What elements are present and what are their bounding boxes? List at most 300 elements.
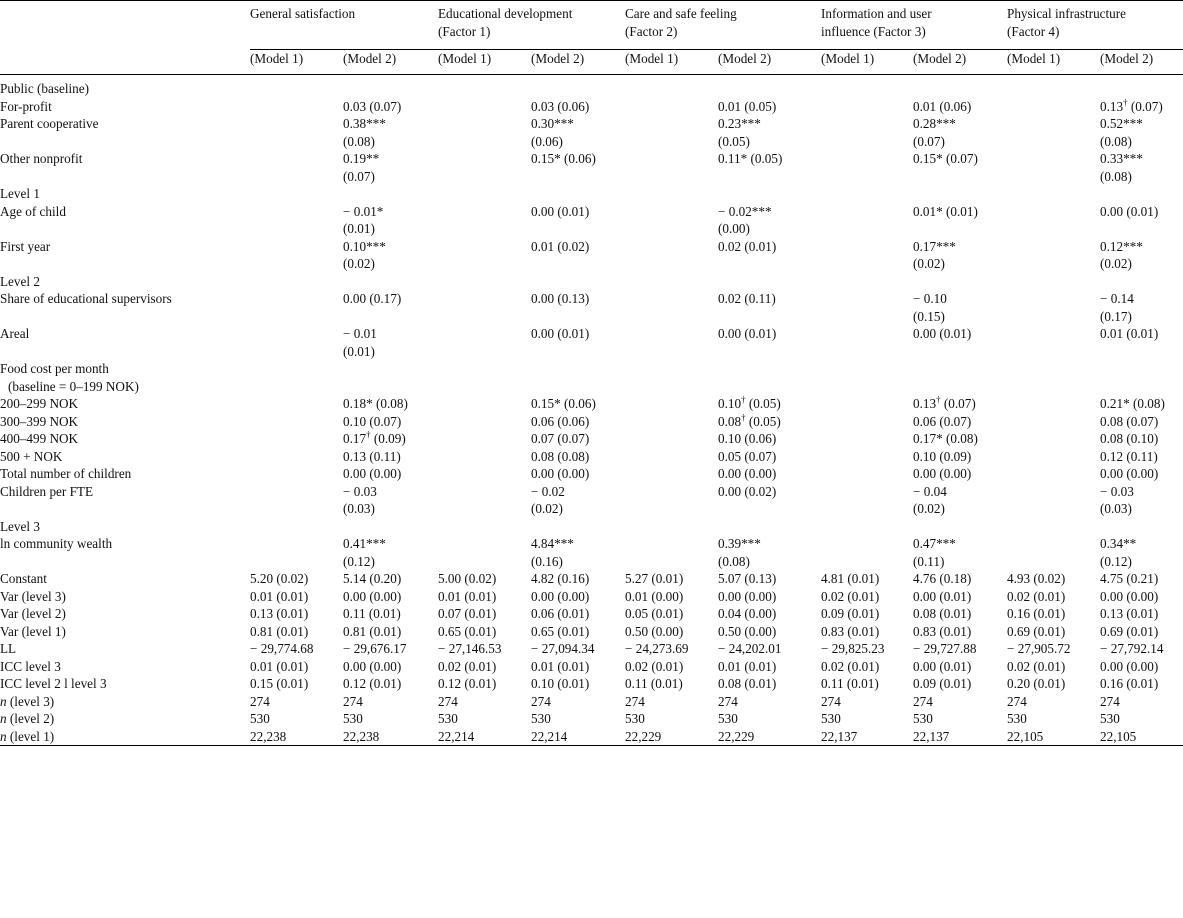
table-cell: [250, 518, 343, 536]
table-cell: 0.39*** (0.08): [718, 536, 761, 569]
header-group-factor3: Information and user influence (Factor 3): [821, 5, 1007, 50]
row-label: 400–499 NOK: [0, 431, 79, 446]
table-cell: [438, 273, 531, 291]
table-cell: 0.11* (0.05): [718, 151, 783, 166]
table-cell: [343, 518, 438, 536]
table-cell: 0.41*** (0.12): [343, 536, 386, 569]
table-row: [0, 588, 1183, 606]
table-cell: 0.00 (0.02): [718, 483, 777, 499]
table-cell: − 0.02 (0.02): [531, 483, 565, 516]
table-cell: 4.75 (0.21): [1100, 571, 1159, 586]
header-model1: (Model 1): [1007, 51, 1061, 66]
table-cell: [1007, 80, 1100, 98]
table-cell: [438, 483, 531, 518]
table-cell: [718, 80, 821, 98]
table-cell: [1007, 115, 1100, 150]
table-cell: − 24,273.69: [625, 641, 689, 656]
table-cell: 0.01 (0.01): [531, 658, 590, 674]
header-model2: (Model 2): [343, 51, 397, 66]
table-cell: [625, 98, 718, 116]
table-cell: [250, 430, 343, 448]
table-cell: 0.08 (0.01): [718, 676, 777, 691]
table-cell: 0.04 (0.00): [718, 606, 777, 621]
table-cell: 0.69 (0.01): [1007, 623, 1066, 639]
table-cell: [250, 465, 343, 483]
table-cell: [1007, 290, 1100, 325]
table-cell: 0.17*** (0.02): [913, 238, 956, 271]
table-cell: 0.10*** (0.02): [343, 238, 386, 271]
table-cell: 0.15* (0.06): [531, 396, 596, 411]
table-cell: [343, 360, 438, 395]
table-row: [0, 728, 1183, 746]
table-cell: 0.12 (0.01): [438, 676, 497, 691]
table-cell: 274: [821, 693, 841, 709]
table-cell: 0.00 (0.01): [531, 326, 590, 341]
row-label: Children per FTE: [0, 483, 94, 499]
table-cell: 0.02 (0.01): [438, 658, 497, 674]
table-cell: [1007, 483, 1100, 518]
table-cell: 0.81 (0.01): [343, 623, 402, 639]
table-cell: − 0.03 (0.03): [343, 483, 377, 516]
table-cell: − 27,146.53: [438, 641, 502, 656]
table-cell: [625, 325, 718, 360]
table-cell: [1007, 273, 1100, 291]
table-cell: 0.01 (0.06): [913, 98, 972, 114]
table-cell: 0.13 (0.11): [343, 448, 401, 464]
section-row: [0, 518, 1183, 536]
table-cell: 0.02 (0.01): [625, 658, 684, 674]
table-row: [0, 413, 1183, 431]
table-cell: [821, 430, 913, 448]
row-label: n (level 2): [0, 711, 55, 726]
header-group-factor2: Care and safe feeling (Factor 2): [625, 5, 821, 50]
header-model1: (Model 1): [250, 51, 304, 66]
table-cell: [1007, 518, 1100, 536]
table-cell: 0.00 (0.00): [913, 466, 972, 481]
table-cell: [438, 430, 531, 448]
table-cell: 0.00 (0.01): [913, 588, 972, 604]
table-cell: 0.05 (0.01): [625, 606, 684, 621]
table-cell: [250, 360, 343, 395]
table-cell: 0.13† (0.07): [913, 394, 976, 411]
table-cell: − 0.01 (0.01): [343, 326, 377, 359]
table-cell: 5.00 (0.02): [438, 571, 497, 586]
table-cell: 0.01 (0.01): [1100, 326, 1159, 341]
table-cell: [1100, 518, 1183, 536]
table-cell: [438, 98, 531, 116]
table-cell: [250, 413, 343, 431]
table-cell: 0.11 (0.01): [625, 676, 683, 691]
row-label: 500 + NOK: [0, 448, 63, 464]
table-cell: − 27,792.14: [1100, 641, 1164, 656]
table-cell: [438, 448, 531, 466]
table-cell: [438, 185, 531, 203]
table-cell: 0.01 (0.01): [250, 658, 309, 674]
header-model1: (Model 1): [625, 51, 679, 66]
table-cell: [250, 290, 343, 325]
table-cell: 0.08 (0.10): [1100, 431, 1159, 446]
row-label: Var (level 3): [0, 588, 66, 604]
table-cell: 0.06 (0.01): [531, 606, 590, 621]
table-cell: [821, 238, 913, 273]
table-cell: [531, 518, 625, 536]
table-cell: 4.81 (0.01): [821, 571, 880, 586]
table-cell: 0.47*** (0.11): [913, 536, 956, 569]
table-cell: 530: [1100, 711, 1120, 726]
table-cell: [625, 413, 718, 431]
table-cell: 0.52*** (0.08): [1100, 116, 1143, 149]
table-cell: 0.11 (0.01): [821, 676, 879, 691]
table-row: [0, 535, 1183, 570]
row-label: n (level 3): [0, 693, 55, 709]
table-cell: 0.01 (0.02): [531, 238, 590, 254]
table-cell: 0.01 (0.01): [438, 588, 497, 604]
table-cell: [343, 80, 438, 98]
table-cell: 5.14 (0.20): [343, 571, 402, 586]
table-cell: 0.06 (0.07): [913, 413, 972, 429]
table-cell: [625, 185, 718, 203]
table-row: [0, 203, 1183, 238]
table-cell: [1100, 273, 1183, 291]
table-cell: [821, 360, 913, 395]
table-cell: − 24,202.01: [718, 641, 782, 656]
table-cell: 0.00 (0.00): [531, 466, 590, 481]
table-cell: 530: [625, 711, 645, 726]
table-row: [0, 605, 1183, 623]
table-cell: 4.76 (0.18): [913, 571, 972, 586]
table-cell: [1007, 203, 1100, 238]
table-cell: 4.84*** (0.16): [531, 536, 574, 569]
table-cell: 274: [1007, 693, 1027, 709]
table-cell: [821, 465, 913, 483]
table-row: [0, 448, 1183, 466]
table-cell: [821, 98, 913, 116]
row-label: LL: [0, 641, 17, 656]
row-label: Constant: [0, 571, 47, 586]
table-cell: 22,238: [343, 728, 380, 744]
table-cell: [250, 80, 343, 98]
section-row: [0, 360, 1183, 395]
table-cell: 274: [718, 693, 738, 709]
header-stub-2: [0, 50, 250, 75]
table-cell: 0.23*** (0.05): [718, 116, 761, 149]
table-cell: [625, 360, 718, 395]
table-cell: 0.00 (0.01): [913, 326, 972, 341]
table-cell: − 0.04 (0.02): [913, 483, 947, 516]
table-cell: − 0.14 (0.17): [1100, 291, 1134, 324]
table-cell: 0.81 (0.01): [250, 623, 309, 639]
table-cell: 274: [913, 693, 933, 709]
table-cell: [1100, 80, 1183, 98]
section-label: Food cost per month (baseline = 0–199 NOK): [0, 361, 139, 394]
table-cell: [438, 465, 531, 483]
table-cell: 530: [438, 711, 458, 726]
table-cell: [250, 203, 343, 238]
table-cell: 0.00 (0.17): [343, 291, 402, 306]
table-cell: 0.10 (0.09): [913, 448, 972, 464]
table-cell: 0.34** (0.12): [1100, 536, 1137, 569]
table-cell: 22,214: [531, 728, 568, 744]
table-cell: 0.19** (0.07): [343, 151, 380, 184]
table-cell: [438, 413, 531, 431]
table-cell: 0.13 (0.01): [250, 606, 309, 621]
table-cell: [625, 115, 718, 150]
table-cell: [913, 273, 1007, 291]
table-cell: 530: [343, 711, 363, 726]
table-cell: − 0.03 (0.03): [1100, 483, 1134, 516]
table-row: [0, 290, 1183, 325]
table-cell: 0.08 (0.01): [913, 606, 972, 621]
table-cell: 5.27 (0.01): [625, 571, 684, 586]
table-cell: [821, 535, 913, 570]
table-cell: 0.10 (0.07): [343, 413, 402, 429]
table-cell: − 0.10 (0.15): [913, 291, 947, 324]
table-cell: − 29,727.88: [913, 641, 977, 656]
table-cell: 22,238: [250, 728, 287, 744]
table-cell: [438, 290, 531, 325]
table-cell: [718, 360, 821, 395]
table-cell: [1007, 98, 1100, 116]
table-cell: [821, 448, 913, 466]
table-cell: [821, 413, 913, 431]
table-cell: [438, 395, 531, 413]
table-cell: [250, 98, 343, 116]
row-label: Total number of children: [0, 466, 132, 481]
row-label: ICC level 3: [0, 658, 61, 674]
header-model2: (Model 2): [718, 51, 772, 66]
table-cell: 0.00 (0.13): [531, 291, 590, 306]
table-cell: 0.08† (0.05): [718, 412, 781, 429]
table-cell: 274: [250, 693, 270, 709]
table-cell: 0.00 (0.00): [343, 466, 402, 481]
table-cell: 0.21* (0.08): [1100, 396, 1165, 411]
table-cell: 5.20 (0.02): [250, 571, 309, 586]
table-cell: 0.33*** (0.08): [1100, 151, 1143, 184]
table-cell: 0.00 (0.00): [718, 588, 777, 604]
header-groups-row: [0, 5, 1183, 50]
table-cell: 0.38*** (0.08): [343, 116, 386, 149]
table-cell: 0.02 (0.01): [1007, 588, 1066, 604]
table-cell: [913, 185, 1007, 203]
table-cell: [1007, 395, 1100, 413]
table-cell: 0.30*** (0.06): [531, 116, 574, 149]
table-cell: [438, 535, 531, 570]
table-cell: [1007, 413, 1100, 431]
row-label: Age of child: [0, 203, 66, 219]
header-model2: (Model 2): [913, 51, 967, 66]
table-cell: 0.15 (0.01): [250, 676, 309, 691]
table-cell: − 29,774.68: [250, 641, 314, 656]
table-cell: 0.10† (0.05): [718, 394, 781, 411]
table-cell: [250, 185, 343, 203]
section-label: Public (baseline): [0, 81, 89, 96]
table-cell: 0.16 (0.01): [1100, 676, 1159, 691]
table-cell: 0.13 (0.01): [1100, 606, 1159, 621]
table-cell: 0.50 (0.00): [625, 623, 684, 639]
table-cell: 0.01* (0.01): [913, 203, 978, 219]
section-label: Level 2: [0, 273, 40, 289]
table-cell: [821, 80, 913, 98]
section-label: Level 3: [0, 518, 40, 534]
table-cell: [821, 290, 913, 325]
table-cell: 0.00 (0.01): [531, 203, 590, 219]
section-label: Level 1: [0, 186, 40, 201]
table-cell: 0.00 (0.00): [718, 466, 777, 481]
table-cell: 0.00 (0.01): [1100, 203, 1159, 219]
header-group-general: General satisfaction: [250, 5, 438, 50]
row-label: ln community wealth: [0, 536, 113, 551]
table-cell: [1100, 185, 1183, 203]
table-cell: [438, 360, 531, 395]
table-cell: 0.06 (0.06): [531, 413, 590, 429]
table-cell: − 27,905.72: [1007, 641, 1071, 656]
table-cell: 0.10 (0.06): [718, 431, 777, 446]
table-cell: 0.65 (0.01): [531, 623, 590, 639]
table-cell: [531, 273, 625, 291]
row-label: First year: [0, 238, 51, 254]
table-cell: [438, 115, 531, 150]
table-cell: [821, 273, 913, 291]
header-group-factor4: Physical infrastructure (Factor 4): [1007, 5, 1183, 50]
table-cell: [625, 80, 718, 98]
table-cell: [1007, 360, 1100, 395]
table-cell: [1007, 238, 1100, 273]
table-cell: 22,137: [821, 728, 858, 744]
table-cell: 22,105: [1100, 728, 1137, 744]
table-cell: 0.11 (0.01): [343, 606, 401, 621]
table-cell: 0.01 (0.01): [718, 658, 777, 674]
table-cell: [343, 185, 438, 203]
table-cell: 530: [913, 711, 933, 726]
table-row: [0, 465, 1183, 483]
table-cell: [250, 535, 343, 570]
table-cell: 530: [250, 711, 270, 726]
table-cell: 0.15* (0.07): [913, 151, 978, 166]
table-row: [0, 675, 1183, 693]
table-cell: − 29,825.23: [821, 641, 885, 656]
table-cell: [1007, 465, 1100, 483]
table-cell: 0.69 (0.01): [1100, 623, 1159, 639]
row-label: Parent cooperative: [0, 116, 99, 131]
table-row: [0, 325, 1183, 360]
table-cell: 0.02 (0.11): [718, 291, 776, 306]
row-label: ICC level 2 l level 3: [0, 676, 107, 691]
table-cell: [821, 518, 913, 536]
table-row: [0, 483, 1183, 518]
table-cell: [625, 465, 718, 483]
table-cell: 22,137: [913, 728, 950, 744]
table-cell: [438, 80, 531, 98]
section-row: [0, 80, 1183, 98]
table-cell: 0.00 (0.00): [1100, 588, 1159, 604]
table-cell: [625, 238, 718, 273]
table-cell: 0.00 (0.00): [343, 588, 402, 604]
table-cell: [1007, 535, 1100, 570]
table-cell: 0.02 (0.01): [718, 238, 777, 254]
table-cell: [625, 448, 718, 466]
table-cell: [1100, 360, 1183, 395]
table-cell: [625, 290, 718, 325]
table-cell: 0.15* (0.06): [531, 151, 596, 166]
table-cell: 530: [718, 711, 738, 726]
table-cell: 0.05 (0.07): [718, 448, 777, 464]
table-cell: 274: [1100, 693, 1120, 709]
table-cell: 0.12 (0.01): [343, 676, 402, 691]
table-cell: 0.01 (0.00): [625, 588, 684, 604]
table-cell: 22,105: [1007, 728, 1044, 744]
table-cell: [250, 238, 343, 273]
row-label: n (level 1): [0, 728, 55, 744]
table-cell: 0.00 (0.00): [531, 588, 590, 604]
table-cell: [250, 273, 343, 291]
header-model1: (Model 1): [821, 51, 875, 66]
table-cell: [821, 203, 913, 238]
table-row: [0, 150, 1183, 185]
table-cell: 0.00 (0.00): [1100, 466, 1159, 481]
table-cell: [343, 273, 438, 291]
table-cell: 274: [625, 693, 645, 709]
header-model2: (Model 2): [1100, 51, 1154, 66]
table-cell: 0.17* (0.08): [913, 431, 978, 446]
bottom-rule: [0, 746, 1183, 749]
table-cell: 0.00 (0.01): [913, 658, 972, 674]
table-row: [0, 658, 1183, 676]
table-cell: 0.03 (0.06): [531, 98, 590, 114]
table-cell: 0.10 (0.01): [531, 676, 590, 691]
table-cell: 0.00 (0.01): [718, 326, 777, 341]
table-cell: [1007, 448, 1100, 466]
table-row: [0, 98, 1183, 116]
table-cell: 530: [1007, 711, 1027, 726]
table-cell: 5.07 (0.13): [718, 571, 777, 586]
table-cell: 0.00 (0.00): [343, 658, 402, 674]
table-cell: 22,229: [625, 728, 662, 744]
table-cell: [625, 430, 718, 448]
table-cell: 0.18* (0.08): [343, 396, 408, 411]
row-label: Var (level 1): [0, 623, 66, 639]
table-cell: 0.07 (0.07): [531, 431, 590, 446]
table-cell: 0.13† (0.07): [1100, 97, 1163, 114]
table-cell: 4.82 (0.16): [531, 571, 590, 586]
header-model1: (Model 1): [438, 51, 492, 66]
table-cell: [250, 325, 343, 360]
table-cell: [625, 518, 718, 536]
table-row: [0, 640, 1183, 658]
table-cell: [821, 150, 913, 185]
table-cell: [531, 185, 625, 203]
table-row: [0, 570, 1183, 588]
table-cell: 0.17† (0.09): [343, 429, 406, 446]
section-row: [0, 273, 1183, 291]
table-row: [0, 395, 1183, 413]
row-label: Areal: [0, 326, 30, 341]
section-row: [0, 185, 1183, 203]
table-cell: [625, 273, 718, 291]
header-stub: [0, 5, 250, 50]
table-row: [0, 238, 1183, 273]
table-cell: [821, 185, 913, 203]
table-cell: 0.83 (0.01): [913, 623, 972, 639]
table-cell: 0.16 (0.01): [1007, 606, 1066, 621]
row-label: For-profit: [0, 98, 52, 114]
header-models-row: [0, 50, 1183, 75]
table-row: [0, 115, 1183, 150]
table-cell: [531, 80, 625, 98]
table-cell: [625, 203, 718, 238]
table-cell: [625, 535, 718, 570]
table-cell: 0.83 (0.01): [821, 623, 880, 639]
table-cell: [531, 360, 625, 395]
